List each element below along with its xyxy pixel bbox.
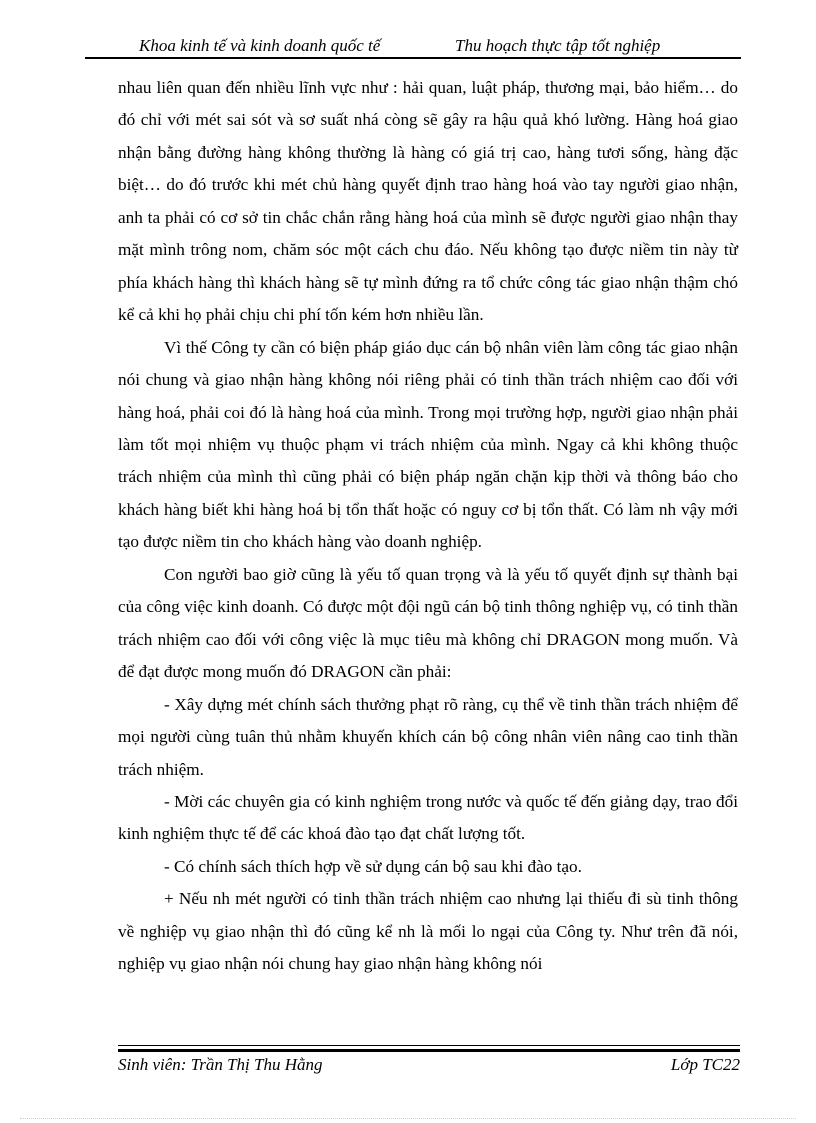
page-header — [85, 34, 741, 58]
page-bottom-edge — [20, 1118, 796, 1119]
list-item-1: - Xây dựng mét chính sách thưởng phạt rõ ràng, cụ thể về tinh thần trách nhiệm để mọi người cùng tuân thủ nhằm khuyến khích cán bộ công nhân viên nâng cao tinh thần trách nhiệm. — [118, 694, 738, 779]
paragraph-2: Vì thế Công ty cần có biện pháp giáo dục cán bộ nhân viên làm công tác giao nhận nói chung và giao nhận hàng không nói riêng phải có tinh thần trách nhiệm cao đối với hàng hoá, phải coi đó là hàng hoá của mình. Trong mọi trường hợp, người giao nhận phải làm tốt mọi nhiệm vụ thuộc phạm vi trách nhiệm của mình. Ngay cả khi không thuộc trách nhiệm của mình thì cũng phải có biện pháp ngăn chặn kịp thời và thông báo cho khách hàng biết khi hàng hoá bị tổn thất hoặc có nguy cơ bị tổn thất. Có làm nh vậy mới tạo được niềm tin cho khách hàng vào doanh nghiệp. — [118, 337, 738, 552]
footer-class: Lớp TC22 — [670, 1055, 740, 1074]
header-faculty: Khoa kinh tế và kinh doanh quốc tế — [139, 36, 381, 55]
paragraph-3: Con người bao giờ cũng là yếu tố quan trọng và là yếu tố quyết định sự thành bại của công việc kinh doanh. Có được một đội ngũ cán bộ tinh thông nghiệp vụ, có tinh thần trách nhiệm cao đối với công việc là mục tiêu mà không chỉ DRAGON mong muốn. Và để đạt được mong muốn đó DRAGON cần phải: — [118, 564, 738, 682]
list-item-2: - Mời các chuyên gia có kinh nghiệm trong nước và quốc tế đến giảng dạy, trao đổi kinh nghiệm thực tế để các khoá đào tạo đạt chất lượng tốt. — [118, 791, 738, 844]
footer-student-name: Sinh viên: Trần Thị Thu Hằng — [118, 1055, 323, 1074]
footer-divider-thick — [118, 1049, 740, 1052]
paragraph-1: nhau liên quan đến nhiều lĩnh vực như : hải quan, luật pháp, thương mại, bảo hiểm… do đó chỉ với mét sai sót và sơ suất nhá còng sẽ gây ra hậu quả khó lường. Hàng hoá giao nhận bằng đường hàng không thường là hàng có giá trị cao, hàng tươi sống, hàng đặc biệt… do đó trước khi mét chủ hàng quyết định trao hàng hoá vào tay người giao nhận, anh ta phải có cơ sở tin chắc chắn rằng hàng hoá của mình sẽ được người giao nhận thay mặt mình trông nom, chăm sóc một cách chu đáo. Nếu không tạo được niềm tin này từ phía khách hàng thì khách hàng sẽ tự mình đứng ra tổ chức công tác giao nhận thậm chó kể cả khi họ phải chịu chi phí tốn kém hơn nhiều lần. — [118, 78, 738, 325]
footer-divider-thin — [118, 1045, 740, 1046]
page-footer — [118, 1055, 740, 1079]
header-report-title: Thu hoạch thực tập tốt nghiệp — [455, 36, 661, 55]
document-body — [118, 72, 738, 981]
paragraph-4: + Nếu nh mét người có tinh thần trách nhiệm cao nhưng lại thiếu đi sù tinh thông về nghiệp vụ giao nhận thì đó cũng kể nh là mối lo ngại của Công ty. Như trên đã nói, nghiệp vụ giao nhận nói chung hay giao nhận hàng không nói — [118, 889, 738, 974]
header-divider — [85, 57, 741, 59]
list-item-3: - Có chính sách thích hợp về sử dụng cán bộ sau khi đào tạo. — [164, 856, 582, 876]
